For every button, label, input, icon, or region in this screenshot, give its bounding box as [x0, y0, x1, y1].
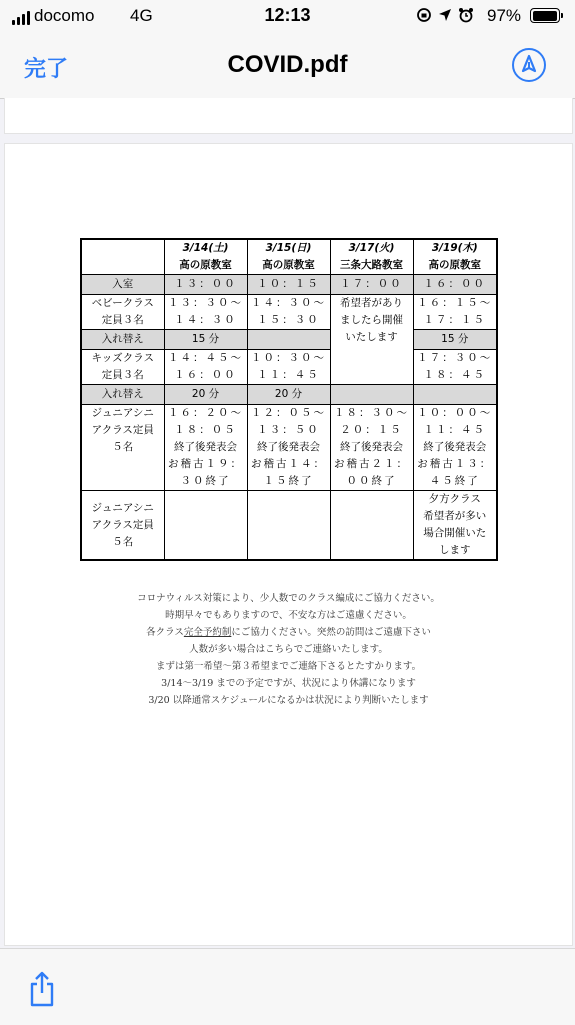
pdf-page [4, 143, 573, 946]
navigation-bar [0, 34, 575, 99]
table-row-junior2 [81, 491, 497, 561]
table-cell: １６：００ [413, 275, 497, 295]
table-cell: 20 分 [247, 385, 330, 405]
table-cell [330, 385, 413, 405]
table-row-junior1 [81, 405, 497, 491]
table-cell: 希望者があり ましたら開催 いたします [330, 295, 413, 385]
notes-block [5, 590, 572, 709]
table-cell: 15 分 [413, 330, 497, 350]
table-cell: １０：００～ １１：４５ 終了後発表会 お稽古１３： ４５終了 [413, 405, 497, 491]
table-row-swap2 [81, 385, 497, 405]
table-cell: １７：００ [330, 275, 413, 295]
markup-pen-icon[interactable] [512, 48, 546, 82]
header-cell: 3/19(木) 高の原教室 [413, 239, 497, 275]
table-cell: １０：１５ [247, 275, 330, 295]
header-cell: 3/14(土) 高の原教室 [164, 239, 247, 275]
row-label: キッズクラス 定員３名 [81, 350, 164, 385]
table-header-row [81, 239, 497, 275]
table-cell: １３：３０～ １４：３０ [164, 295, 247, 330]
lock-rotation-icon [416, 7, 432, 23]
table-cell: １３：００ [164, 275, 247, 295]
header-cell: 3/17(火) 三条大路教室 [330, 239, 413, 275]
done-button[interactable]: 完了 [24, 56, 69, 81]
row-label: ジュニアシニ アクラス定員 ５名 [81, 405, 164, 491]
table-row-swap1 [81, 330, 497, 350]
battery-icon [530, 8, 560, 23]
carrier-name: docomo [34, 6, 95, 25]
note-line: 3/14～3/19 までの予定ですが、状況により休講になります [161, 678, 416, 689]
battery-percent: 97% [487, 6, 522, 25]
row-label: ジュニアシニ アクラス定員 ５名 [81, 491, 164, 561]
table-cell [413, 385, 497, 405]
note-line: 人数が多い場合はこちらでご連絡いたします。 [189, 644, 388, 655]
network-type: 4G [130, 6, 153, 25]
note-line: 3/20 以降通常スケジュールになるかは状況により判断いたします [148, 695, 429, 706]
table-cell: １６：１５～ １７：１５ [413, 295, 497, 330]
table-row-kids [81, 350, 497, 385]
table-cell: １７：３０～ １８：４５ [413, 350, 497, 385]
location-icon [438, 8, 452, 22]
note-line: 各クラス完全予約制にご協力ください。突然の訪問はご遠慮下さい [146, 627, 431, 638]
document-title: COVID.pdf [227, 51, 348, 78]
table-cell: 20 分 [164, 385, 247, 405]
note-line: コロナウィルス対策により、少人数でのクラス編成にご協力ください。 [137, 593, 440, 604]
table-cell [247, 330, 330, 350]
share-icon[interactable] [27, 971, 57, 1011]
table-row-baby [81, 295, 497, 330]
table-cell: 15 分 [164, 330, 247, 350]
row-label: 入室 [81, 275, 164, 295]
clock: 12:13 [264, 5, 311, 25]
table-cell: １２：０５～ １３：５０ 終了後発表会 お稽古１４： １５終了 [247, 405, 330, 491]
bottom-toolbar [0, 948, 575, 1025]
table-cell [330, 491, 413, 561]
table-cell: １６：２０～ １８：０５ 終了後発表会 お稽古１９： ３０終了 [164, 405, 247, 491]
table-cell: １４：３０～ １５：３０ [247, 295, 330, 330]
table-cell [247, 491, 330, 561]
table-cell: １４：４５～ １６：００ [164, 350, 247, 385]
schedule-table [80, 238, 498, 561]
note-line: 時期早々でもありますので、不安な方はご遠慮ください。 [165, 610, 412, 621]
table-cell [164, 491, 247, 561]
header-corner [81, 239, 164, 275]
table-cell: １８：３０～ ２０：１５ 終了後発表会 お稽古２１： ００終了 [330, 405, 413, 491]
note-line: まずは第一希望～第３希望までご連絡下さるとたすかります。 [155, 661, 422, 672]
table-cell: 夕方クラス 希望者が多い 場合開催いた します [413, 491, 497, 561]
row-label: 入れ替え [81, 385, 164, 405]
table-row-entry [81, 275, 497, 295]
table-cell: １０：３０～ １１：４５ [247, 350, 330, 385]
status-bar [0, 0, 575, 34]
row-label: 入れ替え [81, 330, 164, 350]
alarm-icon [458, 7, 474, 23]
row-label: ベビークラス 定員３名 [81, 295, 164, 330]
previous-page [4, 98, 573, 134]
header-cell: 3/15(日) 高の原教室 [247, 239, 330, 275]
